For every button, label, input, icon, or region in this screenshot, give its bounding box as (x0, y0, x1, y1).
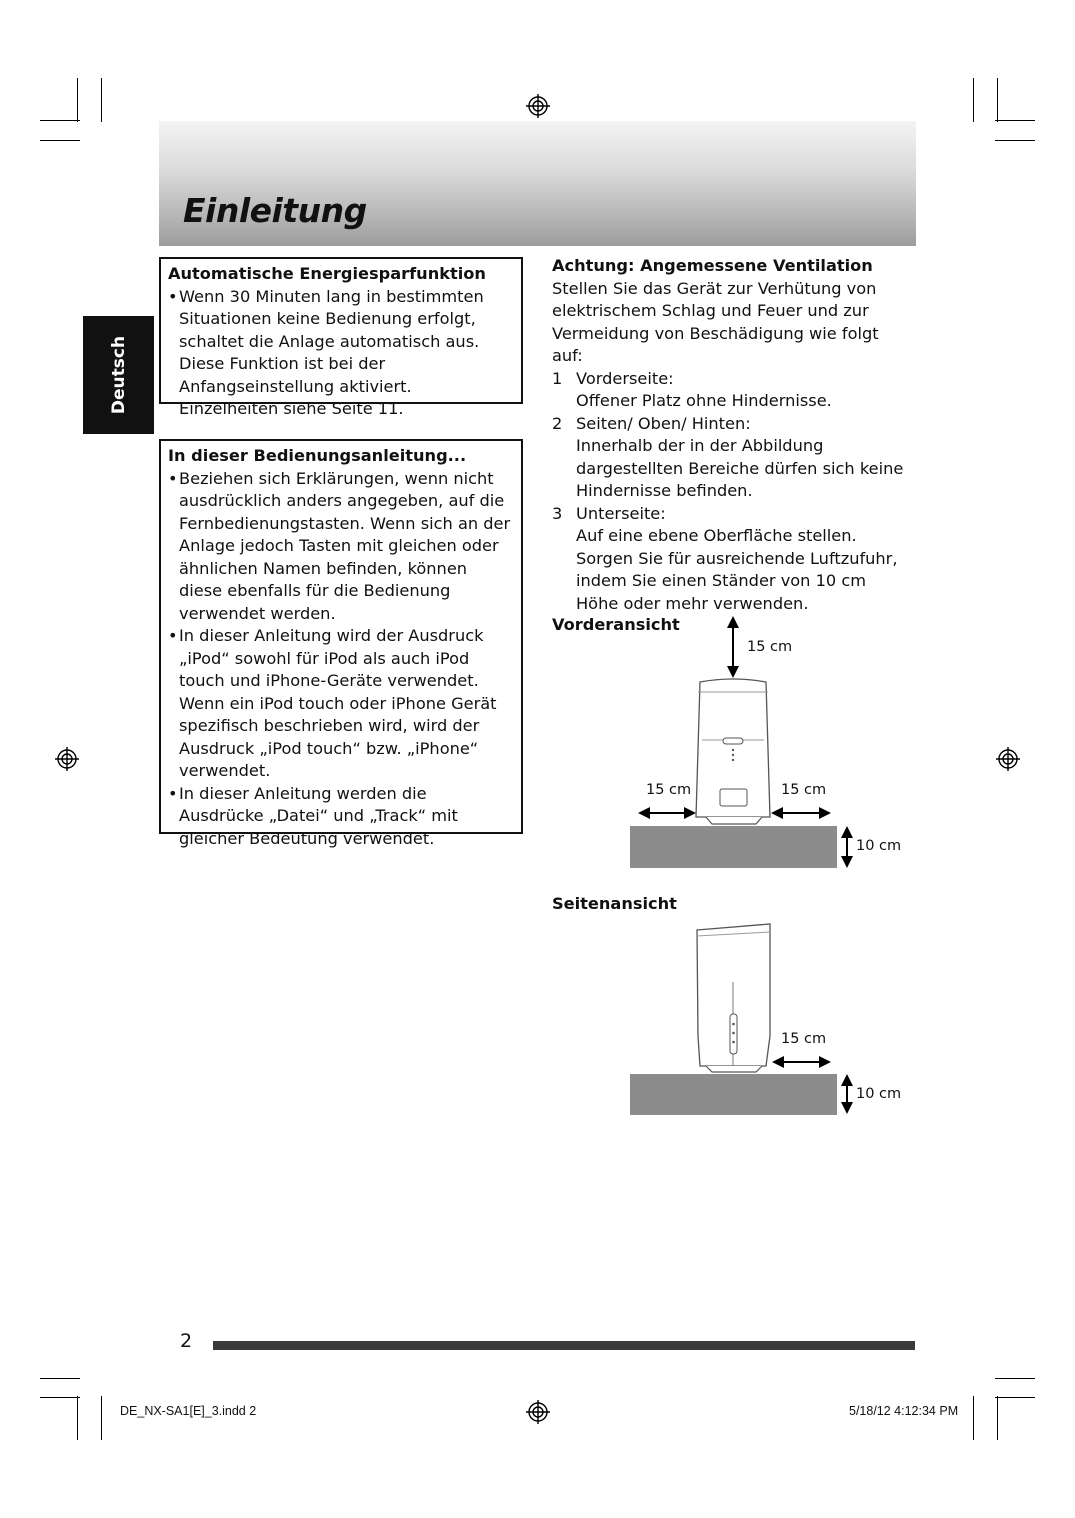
front-view-label: Vorderansicht (552, 615, 680, 634)
step-number: 2 (552, 413, 563, 433)
energy-saving-heading: Automatische Energiesparfunktion (168, 264, 486, 283)
page-title: Einleitung (183, 191, 367, 230)
step-number: 1 (552, 368, 563, 388)
side-bottom-dimension: 10 cm (856, 1086, 902, 1102)
registration-mark-icon (996, 747, 1020, 771)
file-slug: DE_NX-SA1[E]_3.indd 2 (120, 1404, 257, 1418)
step-text: Auf eine ebene Oberfläche stellen. Sorgen Sie für ausreichende Luftzufuhr, indem Sie einen Ständer von 10 cm Höhe oder mehr verwenden. (576, 526, 898, 613)
list-item: • Beziehen sich Erklärungen, wenn nicht ausdrücklich anders angegeben, auf die Fernbedienungstasten. Wenn sich an der Anlage jedoch Tasten mit gleichen oder ähnlichen Namen befinden, können diese ebenfalls für die Bedienung verwendet werden. (168, 468, 513, 626)
footer-bar (213, 1341, 915, 1350)
language-tab-label: Deutsch (108, 335, 129, 415)
manual-notes-heading: In dieser Bedienungsanleitung... (168, 446, 467, 465)
front-top-dimension: 15 cm (747, 639, 793, 655)
step-title: Seiten/ Oben/ Hinten: (576, 413, 751, 433)
language-tab (83, 316, 154, 434)
step-text: Innerhalb der in der Abbildung dargestellten Bereiche dürfen sich keine Hindernisse befinden. (576, 436, 904, 500)
front-left-dimension: 15 cm (646, 782, 692, 798)
registration-mark-icon (55, 747, 79, 771)
ventilation-intro: Stellen Sie das Gerät zur Verhütung von elektrischem Schlag und Feuer und zur Vermeidung von Beschädigung wie folgt auf: (552, 278, 879, 365)
registration-mark-icon (526, 1400, 550, 1424)
side-back-dimension: 15 cm (781, 1031, 827, 1047)
side-view-label: Seitenansicht (552, 894, 677, 913)
front-view-diagram (620, 612, 860, 874)
manual-notes-box (159, 439, 523, 848)
list-item (552, 368, 912, 413)
ventilation-section (552, 255, 912, 615)
list-item (552, 503, 912, 616)
ventilation-heading: Achtung: Angemessene Ventilation (552, 256, 873, 275)
step-title: Vorderseite: (576, 368, 674, 388)
front-bottom-dimension: 10 cm (856, 838, 902, 854)
list-item: • In dieser Anleitung werden die Ausdrücke „Datei“ und „Track“ mit gleicher Bedeutung verwendet. (168, 783, 513, 851)
registration-mark-icon (526, 94, 550, 118)
step-text: Offener Platz ohne Hindernisse. (576, 391, 832, 410)
list-item: • In dieser Anleitung wird der Ausdruck „iPod“ sowohl für iPod als auch iPod touch und iPhone-Geräte verwendet. Wenn ein iPod touch oder iPhone Gerät spezifisch beschrieben wird, wird der Ausdruck „iPod touch“ bzw. „iPhone“ verwendet. (168, 625, 513, 783)
side-view-diagram (620, 916, 860, 1122)
timestamp-slug: 5/18/12 4:12:34 PM (849, 1404, 959, 1418)
step-number: 3 (552, 503, 563, 523)
front-right-dimension: 15 cm (781, 782, 827, 798)
energy-saving-box (159, 257, 523, 418)
page-number: 2 (180, 1330, 193, 1352)
list-item (552, 413, 912, 503)
step-title: Unterseite: (576, 503, 666, 523)
list-item: • Wenn 30 Minuten lang in bestimmten Situationen keine Bedienung erfolgt, schaltet die Anlage automatisch aus. Diese Funktion ist bei der Anfangseinstellung aktiviert. Einzelheiten siehe Seite 11. (168, 286, 513, 421)
